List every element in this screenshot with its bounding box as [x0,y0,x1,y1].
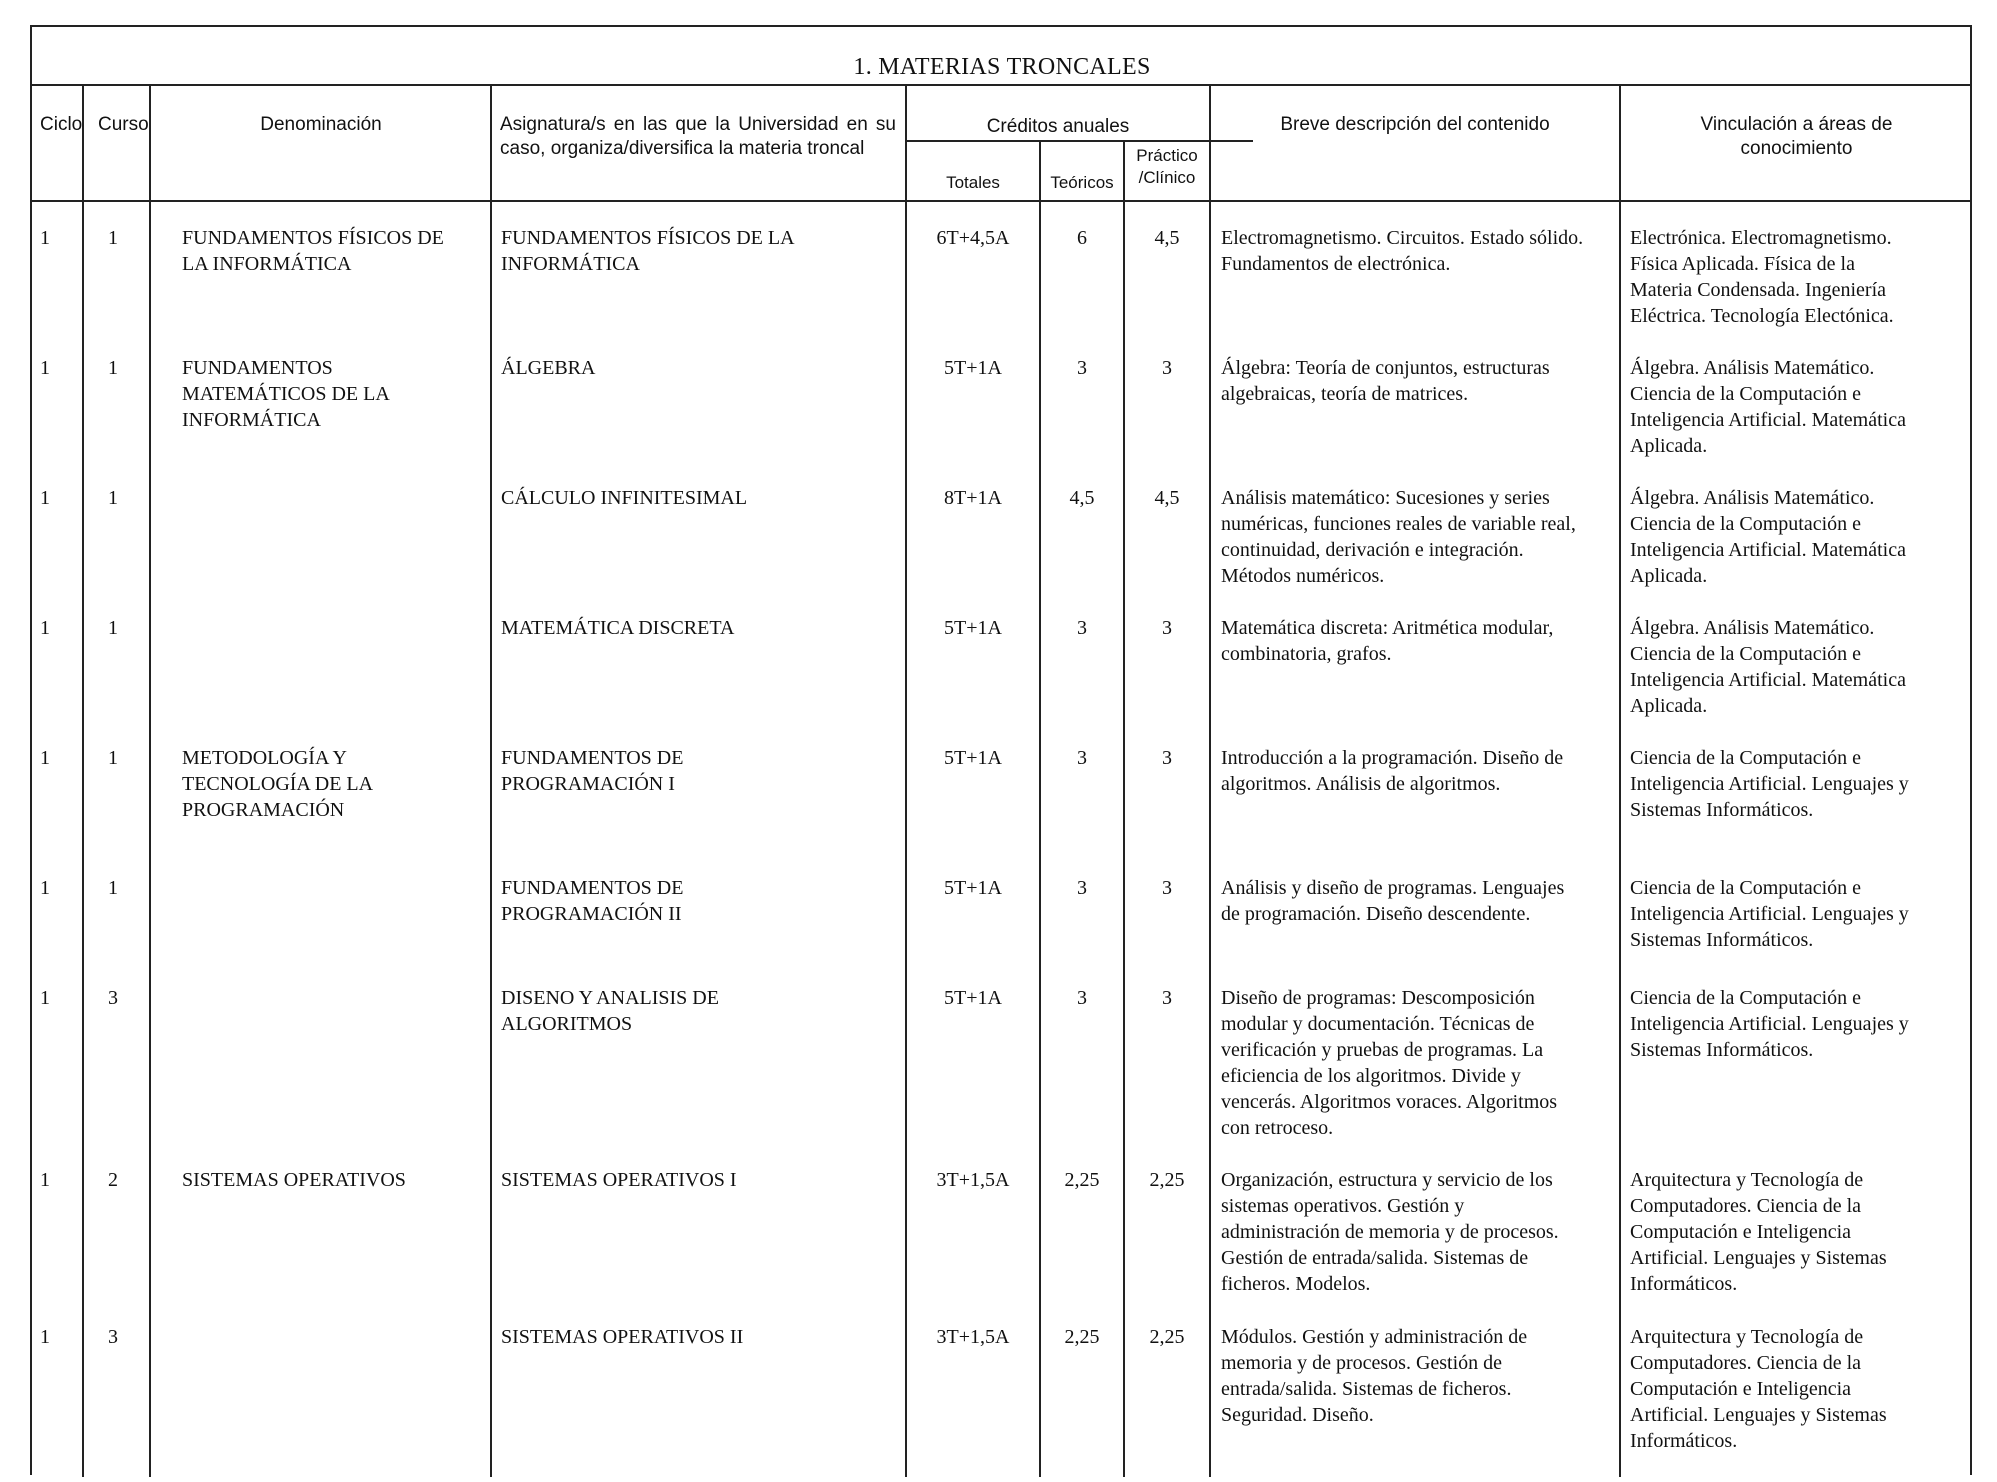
cell-asignatura: FUNDAMENTOS DE PROGRAMACIÓN I [501,747,684,795]
header-asignaturas: Asignatura/s en las que la Universidad en su caso, organiza/diversifica la materia troncal [500,114,896,159]
cell-practico: 2,25 [1149,1169,1185,1191]
col-divider-ciclo [82,84,84,1477]
cell-teoricos: 3 [1077,357,1087,379]
cell-asignatura: SISTEMAS OPERATIVOS I [501,1169,737,1191]
header-curso: Curso [98,114,149,135]
cell-curso: 1 [108,877,118,899]
header-ciclo: Ciclo [40,114,83,135]
cell-totales: 3T+1,5A [936,1326,1010,1348]
cell-teoricos: 3 [1077,877,1087,899]
header-denominacion: Denominación [260,114,382,135]
cell-curso: 3 [108,1326,118,1348]
cell-asignatura: ÁLGEBRA [501,357,596,379]
cell-practico: 3 [1162,617,1172,639]
cell-ciclo: 1 [40,987,50,1009]
col-divider-denominacion [490,84,492,1477]
cell-practico: 3 [1162,877,1172,899]
header-creditos: Créditos anuales [986,116,1130,137]
cell-asignatura: MATEMÁTICA DISCRETA [501,617,735,639]
cell-practico: 3 [1162,987,1172,1009]
cell-descripcion: Análisis matemático: Sucesiones y series numéricas, funciones reales de variable real, continuidad, derivación e integración. Métodos numéricos. [1221,487,1576,587]
cell-vinculacion: Álgebra. Análisis Matemático. Ciencia de la Computación e Inteligencia Artificial. Matemática Aplicada. [1630,487,1906,587]
cell-teoricos: 2,25 [1064,1169,1100,1191]
cell-practico: 4,5 [1154,227,1180,249]
cell-teoricos: 3 [1077,747,1087,769]
title-divider [32,84,1972,86]
cell-curso: 1 [108,357,118,379]
cell-descripcion: Diseño de programas: Descomposición modular y documentación. Técnicas de verificación y pruebas de programas. La eficiencia de los algoritmos. Divide y vencerás. Algoritmos voraces. Algoritmos con retroceso. [1221,987,1558,1139]
creditos-divider [905,140,1253,142]
cell-curso: 1 [108,487,118,509]
cell-totales: 8T+1A [944,487,1002,509]
header-descripcion: Breve descripción del contenido [1280,114,1550,135]
header-vinculacion: Vinculación a áreas de conocimiento [1700,114,1893,159]
cell-curso: 2 [108,1169,118,1191]
cell-totales: 5T+1A [944,747,1002,769]
cell-curso: 1 [108,747,118,769]
cell-vinculacion: Álgebra. Análisis Matemático. Ciencia de la Computación e Inteligencia Artificial. Matemática Aplicada. [1630,617,1906,717]
cell-vinculacion: Ciencia de la Computación e Inteligencia Artificial. Lenguajes y Sistemas Informáticos. [1630,987,1909,1061]
cell-denominacion: SISTEMAS OPERATIVOS [182,1169,406,1191]
col-divider-curso [149,84,151,1477]
cell-asignatura: DISENO Y ANALISIS DE ALGORITMOS [501,987,719,1035]
cell-denominacion: METODOLOGÍA Y TECNOLOGÍA DE LA PROGRAMACIÓN [182,747,374,821]
cell-practico: 3 [1162,747,1172,769]
header-practico: Práctico /Clínico [1136,146,1198,187]
header-totales: Totales [946,173,1000,192]
cell-teoricos: 2,25 [1064,1326,1100,1348]
col-divider-totales [1039,140,1041,1477]
cell-descripcion: Electromagnetismo. Circuitos. Estado sólido. Fundamentos de electrónica. [1221,227,1584,275]
cell-denominacion: FUNDAMENTOS MATEMÁTICOS DE LA INFORMÁTICA [182,357,390,431]
cell-ciclo: 1 [40,487,50,509]
cell-ciclo: 1 [40,1169,50,1191]
cell-practico: 4,5 [1154,487,1180,509]
cell-descripcion: Introducción a la programación. Diseño de algoritmos. Análisis de algoritmos. [1221,747,1564,795]
cell-totales: 5T+1A [944,357,1002,379]
cell-curso: 1 [108,227,118,249]
col-divider-descripcion [1619,84,1621,1477]
cell-ciclo: 1 [40,227,50,249]
cell-asignatura: CÁLCULO INFINITESIMAL [501,487,748,509]
cell-ciclo: 1 [40,617,50,639]
col-divider-asignatura [905,84,907,1477]
cell-descripcion: Organización, estructura y servicio de los sistemas operativos. Gestión y administración de memoria y de procesos. Gestión de entrada/salida. Sistemas de ficheros. Modelos. [1221,1169,1559,1295]
header-divider [32,200,1972,202]
cell-descripcion: Álgebra: Teoría de conjuntos, estructuras algebraicas, teoría de matrices. [1221,357,1550,405]
cell-asignatura: FUNDAMENTOS FÍSICOS DE LA INFORMÁTICA [501,227,795,275]
cell-descripcion: Matemática discreta: Aritmética modular, combinatoria, grafos. [1221,617,1554,665]
cell-curso: 3 [108,987,118,1009]
cell-vinculacion: Ciencia de la Computación e Inteligencia Artificial. Lenguajes y Sistemas Informáticos. [1630,877,1909,951]
cell-vinculacion: Electrónica. Electromagnetismo. Física Aplicada. Física de la Materia Condensada. Ingeniería Eléctrica. Tecnología Electónica. [1630,227,1894,327]
header-teoricos: Teóricos [1050,173,1114,192]
cell-asignatura: SISTEMAS OPERATIVOS II [501,1326,744,1348]
col-divider-teoricos [1123,140,1125,1477]
cell-totales: 5T+1A [944,617,1002,639]
cell-vinculacion: Arquitectura y Tecnología de Computadores. Ciencia de la Computación e Inteligencia Artificial. Lenguajes y Sistemas Informáticos. [1630,1326,1887,1452]
cell-vinculacion: Álgebra. Análisis Matemático. Ciencia de la Computación e Inteligencia Artificial. Matemática Aplicada. [1630,357,1906,457]
table-title: 1. MATERIAS TRONCALES [853,54,1151,80]
cell-ciclo: 1 [40,877,50,899]
cell-ciclo: 1 [40,1326,50,1348]
cell-curso: 1 [108,617,118,639]
cell-descripcion: Módulos. Gestión y administración de memoria y de procesos. Gestión de entrada/salida. Sistemas de ficheros. Seguridad. Diseño. [1221,1326,1528,1426]
table-frame [30,25,1972,1475]
cell-vinculacion: Arquitectura y Tecnología de Computadores. Ciencia de la Computación e Inteligencia Artificial. Lenguajes y Sistemas Informáticos. [1630,1169,1887,1295]
cell-practico: 3 [1162,357,1172,379]
cell-teoricos: 6 [1077,227,1087,249]
cell-descripcion: Análisis y diseño de programas. Lenguajes de programación. Diseño descendente. [1221,877,1565,925]
cell-vinculacion: Ciencia de la Computación e Inteligencia Artificial. Lenguajes y Sistemas Informáticos. [1630,747,1909,821]
cell-totales: 3T+1,5A [936,1169,1010,1191]
cell-ciclo: 1 [40,747,50,769]
cell-practico: 2,25 [1149,1326,1185,1348]
col-divider-practico [1209,84,1211,1477]
cell-asignatura: FUNDAMENTOS DE PROGRAMACIÓN II [501,877,684,925]
cell-totales: 5T+1A [944,987,1002,1009]
cell-totales: 6T+4,5A [936,227,1010,249]
cell-teoricos: 4,5 [1069,487,1095,509]
cell-teoricos: 3 [1077,987,1087,1009]
cell-totales: 5T+1A [944,877,1002,899]
cell-teoricos: 3 [1077,617,1087,639]
cell-denominacion: FUNDAMENTOS FÍSICOS DE LA INFORMÁTICA [182,227,444,275]
cell-ciclo: 1 [40,357,50,379]
